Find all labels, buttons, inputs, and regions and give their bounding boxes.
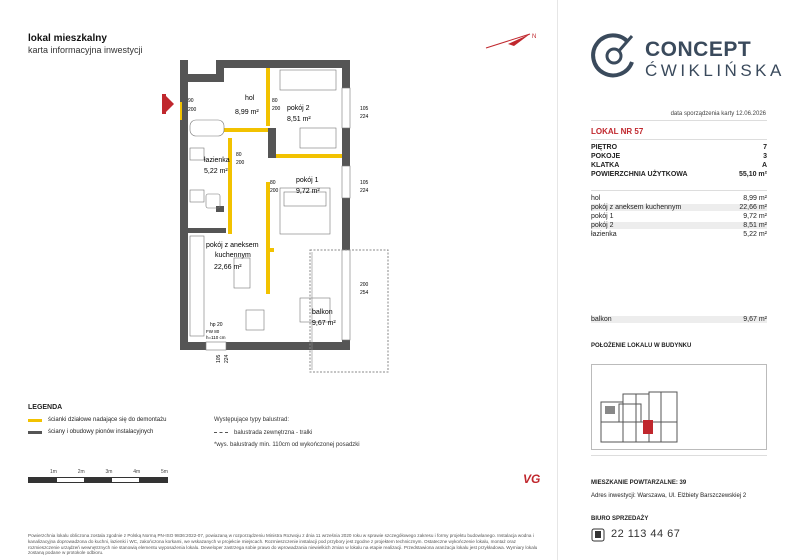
room-label-balkon: balkon	[312, 309, 333, 316]
partition	[180, 102, 182, 120]
summary-row: POKOJE 3	[591, 153, 767, 160]
wall	[216, 60, 224, 82]
concept-logo-icon	[588, 30, 640, 82]
svg-text:224: 224	[224, 354, 230, 363]
svg-text:200: 200	[360, 282, 369, 288]
vg-logo: VG	[523, 472, 541, 486]
rule	[591, 190, 767, 191]
svg-text:200: 200	[188, 107, 197, 113]
entrance-marker-icon	[162, 94, 166, 114]
room-area-hol: 8,99 m²	[235, 109, 259, 116]
brand-subname: ĆWIKLIŃSKA	[645, 61, 785, 80]
svg-text:80: 80	[236, 152, 242, 158]
svg-text:200: 200	[236, 160, 245, 166]
room-row: pokój 1 9,72 m²	[591, 213, 767, 220]
balustrade-title: Występujące typy balustrad:	[214, 417, 289, 423]
svg-text:80: 80	[270, 180, 276, 186]
wall	[220, 60, 350, 68]
partition	[224, 128, 268, 132]
svg-text:80: 80	[272, 98, 278, 104]
summary-row: KLATKA A	[591, 162, 767, 169]
svg-text:224: 224	[360, 114, 369, 120]
legend-swatch-yellow	[28, 419, 42, 422]
room-label-aneks: pokój z aneksem	[206, 242, 259, 249]
svg-text:254: 254	[360, 290, 369, 296]
north-arrow-icon	[484, 30, 544, 52]
room-label-aneks-2: kuchennym	[215, 252, 251, 259]
legend-item: ściany i obudowy pionów instalacyjnych	[28, 429, 153, 435]
room-label-pokoj-2: pokój 2	[287, 105, 310, 112]
unit-number: LOKAL NR 57	[591, 127, 644, 136]
investment-address: Adres inwestycji: Warszawa, Ul. Elżbiety Barszczewskiej 2	[591, 493, 747, 499]
room-area-balkon: 9,67 m²	[312, 320, 336, 327]
document-subtitle: karta informacyjna inwestycji	[28, 45, 143, 55]
svg-text:105: 105	[216, 354, 222, 363]
room-label-lazienka: łazienka	[204, 157, 230, 164]
svg-text:h=110 cm: h=110 cm	[206, 335, 226, 340]
partition	[266, 68, 270, 126]
svg-text:N: N	[532, 34, 537, 40]
room-row: pokój 2 8,51 m²	[591, 222, 767, 229]
rule	[591, 120, 767, 121]
balustrade-note: *wys. balustrady min. 110cm od wykończonej posadzki	[214, 442, 360, 448]
room-row: hol 8,99 m²	[591, 195, 767, 202]
svg-text:200: 200	[270, 188, 279, 194]
floor-area-note: MIESZKANIE POWTARZALNE: 39	[591, 480, 687, 486]
unit-location-marker	[643, 420, 653, 434]
location-title: POŁOŻENIE LOKALU W BUDYNKU	[591, 343, 692, 349]
building-location-plan	[591, 364, 767, 450]
legend-swatch-gray	[28, 431, 42, 434]
rule	[591, 139, 767, 140]
partition	[228, 138, 232, 234]
summary-row: POWIERZCHNIA UŻYTKOWA 55,10 m²	[591, 171, 767, 178]
svg-text:105: 105	[360, 180, 369, 186]
page-divider	[557, 0, 558, 560]
rule	[591, 455, 767, 456]
sales-phone[interactable]: 22 113 44 67	[611, 528, 681, 540]
svg-text:200: 200	[272, 106, 281, 112]
wall	[180, 228, 226, 233]
balcony-row: balkon 9,67 m²	[591, 316, 767, 323]
entrance-arrow-icon	[166, 96, 174, 112]
footer-disclaimer: Powierzchnia lokalu obliczona zostala zgodnie z Polską Normą PN-ISO 9836:2022-07, powiazaną w rozporządzeniu Ministra Rozwoju z dnia 11 września 2020 roku w sprawie szczegółowego zakresu i formy projektu budowlanego. Instalacja wodna i kanalizacyjna doprowadzona do kuchni, łazienki i WC, zakończona korkami, we wskazanych w projekcie miejscach. Rozmieszczenie instalacji pod przybory jest zgodne z projektem technicznym. Ostateczne wykończenie lokalu, montaż oraz rozmieszczenie urządzeń wewnętrznych nie stanowią elementu wyposażenia lokalu. Deweloper zastrzega sobie prawo do wprowadzania niewielkich zmian w lokalu na etapie realizacji. Przedstawiona aranżacja lokalu jest przykładowa. Wymiary lokalu zostaną podane w protokole odbioru.	[28, 533, 538, 556]
room-area-aneks: 22,66 m²	[214, 264, 242, 271]
room-area-lazienka: 5,22 m²	[204, 168, 228, 175]
legend-title: LEGENDA	[28, 404, 63, 411]
svg-text:hp 20: hp 20	[210, 322, 223, 328]
document-title: lokal mieszkalny	[28, 33, 107, 44]
svg-text:90: 90	[188, 98, 194, 104]
card-date: data sporządzenia karty 12.06.2026	[670, 111, 766, 117]
svg-text:224: 224	[360, 188, 369, 194]
partition	[276, 154, 342, 158]
balustrade-item: balustrada zewnętrzna - tralki	[214, 430, 312, 436]
legend-item: ścianki działowe nadające się do demontażu	[28, 417, 166, 423]
room-row: pokój z aneksem kuchennym 22,66 m²	[591, 204, 767, 211]
wall	[180, 342, 350, 350]
wall	[180, 74, 220, 82]
room-label-hol: hol	[245, 95, 255, 102]
sales-office-title: BIURO SPRZEDAŻY	[591, 516, 649, 522]
wall	[268, 128, 276, 158]
room-area-pokoj-2: 8,51 m²	[287, 116, 311, 123]
phone-icon	[591, 528, 605, 542]
brand-name: CONCEPT	[645, 38, 752, 61]
floor-plan	[150, 58, 400, 376]
svg-text:105: 105	[360, 106, 369, 112]
svg-text:FW 80: FW 80	[206, 329, 220, 334]
scale-bar: 1m 2m 3m 4m 5m	[28, 469, 168, 483]
partition	[270, 248, 274, 252]
room-row: łazienka 5,22 m²	[591, 231, 767, 238]
partition	[266, 182, 270, 294]
summary-row: PIĘTRO 7	[591, 144, 767, 151]
room-area-pokoj-1: 9,72 m²	[296, 188, 320, 195]
room-label-pokoj-1: pokój 1	[296, 177, 319, 184]
